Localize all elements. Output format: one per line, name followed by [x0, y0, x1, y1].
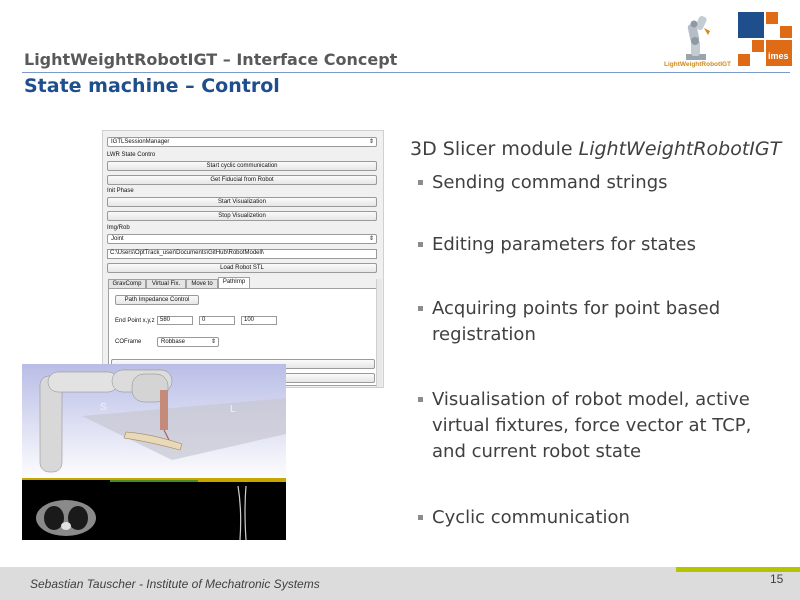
- coframe-dropdown[interactable]: [157, 337, 219, 347]
- stop-visualization-button[interactable]: Stop Visualizetion: [107, 211, 377, 221]
- tab-move-to[interactable]: Move to: [186, 279, 218, 289]
- joint-dropdown[interactable]: [107, 234, 377, 244]
- lwr-state-control-label: LWR State Contro: [107, 152, 156, 158]
- intro-module-name: LightWeightRobotIGT: [578, 138, 782, 160]
- bullet-square-icon: [418, 515, 423, 520]
- view-label-s: S: [100, 402, 107, 413]
- bullet-item: [418, 505, 778, 531]
- bullet-item: [418, 232, 778, 258]
- init-phase-label: Init Phase: [107, 188, 134, 194]
- bullet-text: Visualisation of robot model, active virtual fixtures, force vector at TCP, and current robot state: [432, 389, 752, 462]
- footer-author: Sebastian Tauscher - Institute of Mechatronic Systems: [30, 577, 320, 591]
- slicer-module-screenshot: [102, 130, 384, 388]
- joint-dropdown-value: Joint: [111, 236, 124, 242]
- coronal-slice-view[interactable]: [198, 480, 286, 540]
- header-divider: [22, 72, 790, 73]
- view-label-l: L: [230, 404, 236, 415]
- slide-title: State machine – Control: [24, 75, 280, 97]
- get-fiducial-button[interactable]: Get Fiducial from Robot: [107, 175, 377, 185]
- slice-views: [22, 478, 286, 538]
- page-number: 15: [770, 572, 784, 586]
- dropdown-arrow-icon: ⇕: [368, 139, 374, 145]
- end-point-z-field[interactable]: 100: [241, 316, 277, 325]
- img-rob-label: Img/Rob: [107, 225, 130, 231]
- robot-logo-label: LightWeightRobotIGT: [664, 61, 732, 68]
- bullet-text: Sending command strings: [432, 172, 668, 193]
- path-impedance-button[interactable]: Path Impedance Control: [115, 295, 199, 305]
- end-point-x-field[interactable]: 580: [157, 316, 193, 325]
- 3d-robot-view[interactable]: [22, 364, 286, 482]
- bullet-square-icon: [418, 397, 423, 402]
- bullet-square-icon: [418, 180, 423, 185]
- session-dropdown-value: IGTLSessionManager: [111, 139, 170, 145]
- bullet-text: Acquiring points for point based registration: [432, 298, 721, 345]
- start-cyclic-button[interactable]: Start cyclic communication: [107, 161, 377, 171]
- load-robot-button[interactable]: Load Robot STL: [107, 263, 377, 273]
- dropdown-arrow-icon: ⇕: [210, 339, 216, 345]
- bullet-item: [418, 387, 778, 465]
- sagittal-slice-view[interactable]: [110, 480, 198, 540]
- tab-virtual-fix[interactable]: Virtual Fix.: [146, 279, 186, 289]
- imes-logo-label: imes: [768, 51, 789, 61]
- tab-gravcomp[interactable]: GravComp: [108, 279, 146, 289]
- bullet-square-icon: [418, 242, 423, 247]
- bullet-item: [418, 296, 778, 348]
- panel-scrollbar[interactable]: [376, 279, 382, 387]
- bullet-text: Editing parameters for states: [432, 234, 696, 255]
- slide-supertitle: LightWeightRobotIGT – Interface Concept: [24, 50, 398, 69]
- dropdown-arrow-icon: ⇕: [368, 236, 374, 242]
- session-dropdown[interactable]: [107, 137, 377, 147]
- bullet-item: [418, 170, 778, 196]
- robot-model-path-field[interactable]: C:\Users\OptTrack_user\Documents\GitHub\RobotModell\: [107, 249, 377, 259]
- intro-line: [410, 138, 781, 160]
- end-point-y-field[interactable]: 0: [199, 316, 235, 325]
- axial-slice-view[interactable]: [22, 480, 110, 540]
- coframe-label: COFrame: [115, 339, 142, 345]
- bullet-square-icon: [418, 306, 423, 311]
- bullet-text: Cyclic communication: [432, 507, 630, 528]
- end-point-label: End Point x,y,z: [115, 318, 155, 324]
- intro-prefix: 3D Slicer module: [410, 138, 579, 160]
- coframe-dropdown-value: Robbase: [161, 339, 186, 345]
- robot-arm-logo-icon: [664, 10, 730, 68]
- start-visualization-button[interactable]: Start Visualization: [107, 197, 377, 207]
- tab-pathimp[interactable]: PathImp: [218, 277, 250, 289]
